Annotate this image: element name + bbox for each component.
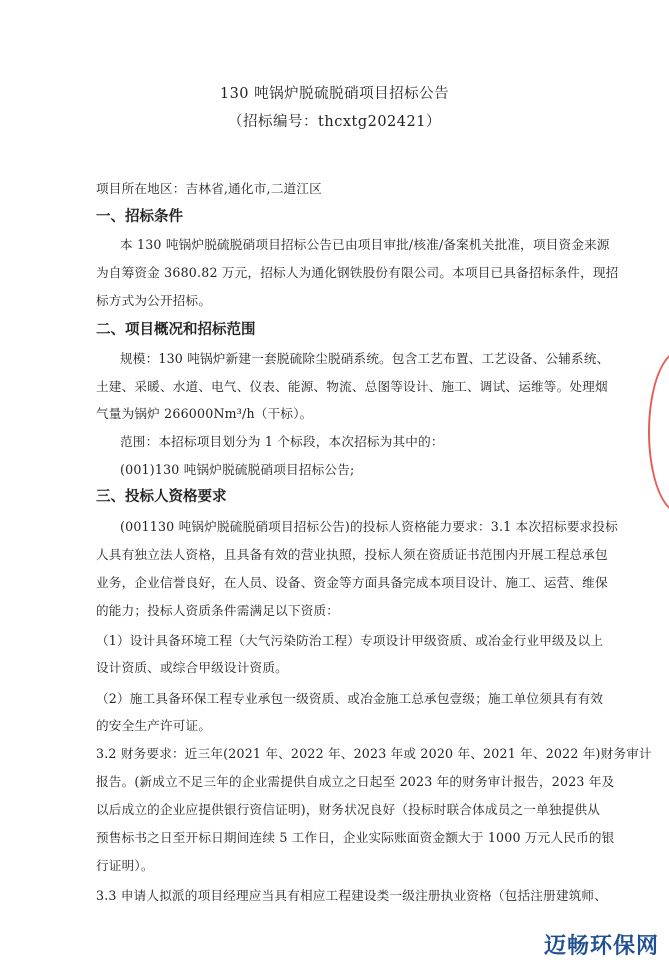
paragraph-line: 标方式为公开招标。 <box>96 293 212 308</box>
paragraph-line: (001)130 吨锅炉脱硫脱硝项目招标公告; <box>120 462 355 477</box>
paragraph-line: 的能力；投标人资质条件需满足以下资质： <box>96 603 340 618</box>
paragraph-line: 气量为锅炉 266000Nm³/h（干标）。 <box>96 406 313 421</box>
paragraph-line: 的安全生产许可证。 <box>96 718 212 733</box>
red-seal-stamp <box>648 350 669 514</box>
paragraph-line: 人具有独立法人资格，且具备有效的营业执照，投标人须在资质证书范围内开展工程总承包 <box>96 547 608 562</box>
document-title: 130 吨锅炉脱硫脱硝项目招标公告 <box>219 86 450 102</box>
paragraph-line: 行证明）。 <box>96 858 154 873</box>
tender-code: （招标编号：thcxtg202421） <box>228 114 441 130</box>
site-watermark: 迈畅环保网 <box>543 934 659 959</box>
paragraph-line: 3.3 申请人拟派的项目经理应当具有相应工程建设类一级注册执业资格（包括注册建筑师、 <box>96 888 607 903</box>
paragraph-line: 为自筹资金 3680.82 万元，招标人为通化钢铁股份有限公司。本项目已具备招标条件，现招 <box>96 265 619 280</box>
paragraph-line: (001130 吨锅炉脱硫脱硝项目招标公告)的投标人资格能力要求：3.1 本次招标要求投标 <box>120 519 618 534</box>
section-heading-2: 二、项目概况和招标范围 <box>96 322 256 338</box>
section-heading-3: 三、投标人资格要求 <box>96 489 227 505</box>
paragraph-line: 预售标书之日至开标日期间连续 5 工作日，企业实际账面资金额大于 1000 万元人民币的银 <box>96 830 615 845</box>
paragraph-line: 土建、采暖、水道、电气、仪表、能源、物流、总图等设计、施工、调试、运维等。处理烟 <box>96 379 608 394</box>
paragraph-line: 本 130 吨锅炉脱硫脱硝项目招标公告已由项目审批/核准/备案机关批准，项目资金来源 <box>120 237 610 252</box>
paragraph-line: 报告。(新成立不足三年的企业需提供自成立之日起至 2023 年的财务审计报告，2023 年及 <box>96 774 615 789</box>
paragraph-line: 以后成立的企业应提供银行资信证明)，财务状况良好（投标时联合体成员之一单独提供从 <box>96 802 601 817</box>
paragraph-line: （2）施工具备环保工程专业承包一级资质、或冶金施工总承包壹级；施工单位须具有有效 <box>96 691 604 706</box>
project-region: 项目所在地区：吉林省,通化市,二道江区 <box>96 181 322 196</box>
paragraph-line: 业务，企业信誉良好，在人员、设备、资金等方面具备完成本项目设计、施工、运营、维保 <box>96 575 608 590</box>
paragraph-line: 设计资质、或综合甲级设计资质。 <box>96 660 288 675</box>
paragraph-line: 范围：本招标项目划分为 1 个标段，本次招标为其中的： <box>120 434 444 449</box>
paragraph-line: 3.2 财务要求：近三年(2021 年、2022 年、2023 年或 2020 年、2021 年、2022 年)财务审计 <box>96 746 652 761</box>
section-heading-1: 一、招标条件 <box>96 209 183 225</box>
paragraph-line: （1）设计具备环境工程（大气污染防治工程）专项设计甲级资质、或冶金行业甲级及以上 <box>96 633 604 648</box>
paragraph-line: 规模：130 吨锅炉新建一套脱硫除尘脱硝系统。包含工艺布置、工艺设备、公辅系统、 <box>120 351 610 366</box>
